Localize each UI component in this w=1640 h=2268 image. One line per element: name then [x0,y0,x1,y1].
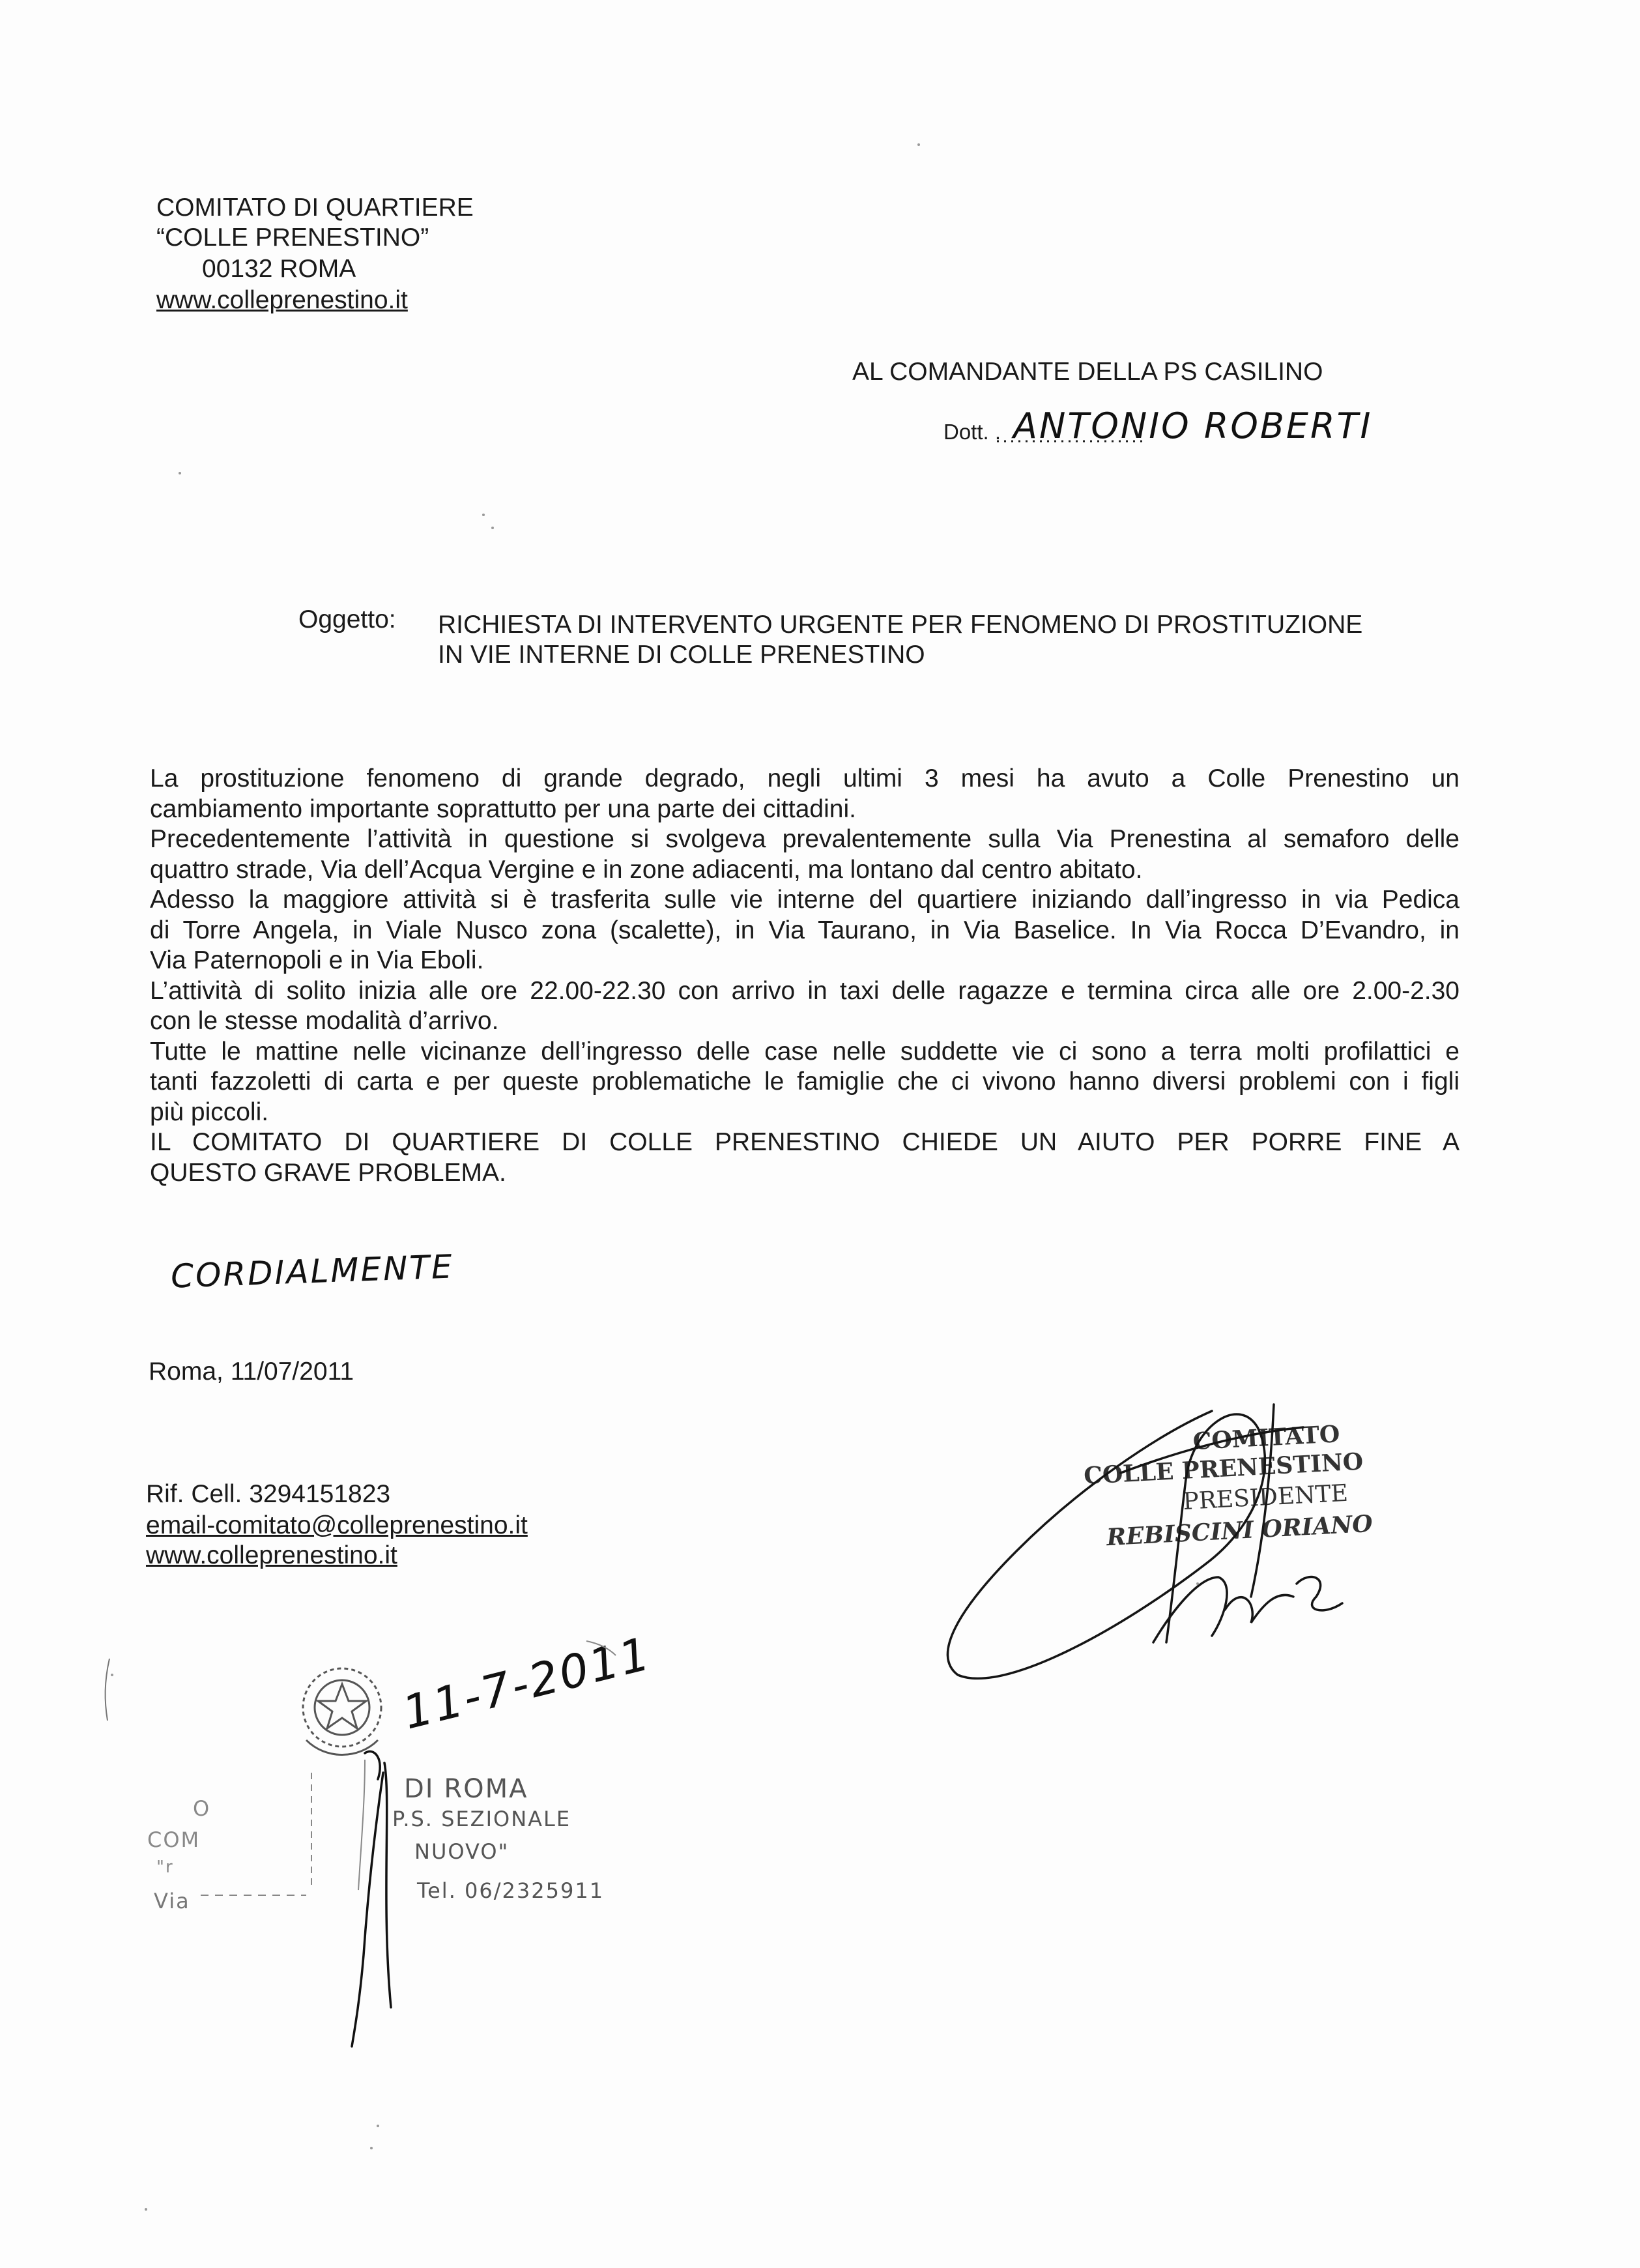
body-line: di Torre Angela, in Viale Nusco zona (scalette), in Via Taurano, in Via Baselice. In Via Rocca D’Evandro, in [150,916,1460,944]
recipient-prefix: Dott. . [943,420,1001,444]
police-stamp-fragment: "r [156,1857,174,1877]
body-line: QUESTO GRAVE PROBLEMA. [150,1158,506,1187]
recipient-handwritten-name: ANTONIO ROBERTI [1013,405,1373,446]
body-line: quattro strade, Via dell’Acqua Vergine e in zone adiacenti, ma lontano dal centro abitato. [150,855,1143,884]
sender-postcode-city: 00132 ROMA [202,255,356,283]
police-stamp-line: DI ROMA [404,1774,528,1804]
president-stamp-line: COLLE PRENESTINO [1083,1447,1364,1490]
president-signature [947,1404,1342,1678]
contact-website-link[interactable]: www.colleprenestino.it [146,1541,397,1569]
body-line: più piccoli. [150,1098,269,1126]
sender-website-link[interactable]: www.colleprenestino.it [156,286,408,314]
recipient-title: AL COMANDANTE DELLA PS CASILINO [852,358,1323,386]
president-stamp-line: REBISCINI ORIANO [1106,1509,1374,1552]
police-stamp-line: Via [154,1889,190,1913]
body-line: Tutte le mattine nelle vicinanze dell’ingresso delle case nelle suddette vie ci sono a terra molti profilattici e [150,1037,1460,1066]
date-line: Roma, 11/07/2011 [149,1358,354,1386]
closing-handwritten: CORDIALMENTE [170,1247,455,1296]
body-line: tanti fazzoletti di carta e per queste problematiche le famiglie che ci vivono hanno diversi problemi con i figli [150,1068,1460,1096]
police-stamp-line: Tel. 06/2325911 [417,1878,605,1903]
subject-label: Oggetto: [298,605,396,633]
police-stamp-fragment: COM [147,1827,201,1852]
body-line: Adesso la maggiore attività si è trasferita sulle vie interne del quartiere iniziando dall’ingresso in via Pedica [150,886,1460,914]
police-stamp-marks [201,1641,616,1895]
body-line: La prostituzione fenomeno di grande degrado, negli ultimi 3 mesi ha avuto a Colle Prenestino un [150,764,1460,792]
president-stamp-line: PRESIDENTE [1182,1479,1349,1515]
body-line: IL COMITATO DI QUARTIERE DI COLLE PRENESTINO CHIEDE UN AIUTO PER PORRE FINE A [150,1128,1460,1156]
police-stamp-line: P.S. SEZIONALE [392,1807,571,1831]
contact-email-link[interactable]: email-comitato@colleprenestino.it [146,1511,528,1539]
body-line: Via Paternopoli e in Via Eboli. [150,946,484,974]
body-line: Precedentemente l’attività in questione si svolgeva prevalentemente sulla Via Prenestina al semaforo delle [150,825,1460,853]
body-line: con le stesse modalità d’arrivo. [150,1007,499,1035]
police-stamp-line: NUOVO" [414,1839,510,1864]
scan-specks [106,143,1199,2211]
police-stamp-fragment: O [193,1796,211,1821]
president-stamp-line: COMITATO [1192,1420,1341,1456]
police-officer-signature [352,1751,391,2046]
subject-line-1: RICHIESTA DI INTERVENTO URGENTE PER FENOMENO DI PROSTITUZIONE [438,611,1363,639]
body-line: cambiamento importante soprattutto per una parte dei cittadini. [150,794,856,823]
body-line: L’attività di solito inizia alle ore 22.00-22.30 con arrivo in taxi delle ragazze e termina circa alle ore 2.00-2.30 [150,976,1460,1005]
contact-phone: Rif. Cell. 3294151823 [146,1480,391,1508]
reception-handwritten-date: 11-7-2011 [397,1626,657,1740]
police-emblem [303,1668,381,1755]
sender-neighbourhood: “COLLE PRENESTINO” [156,224,429,252]
sender-name: COMITATO DI QUARTIERE [156,194,474,222]
subject-line-2: IN VIE INTERNE DI COLLE PRENESTINO [438,641,925,669]
